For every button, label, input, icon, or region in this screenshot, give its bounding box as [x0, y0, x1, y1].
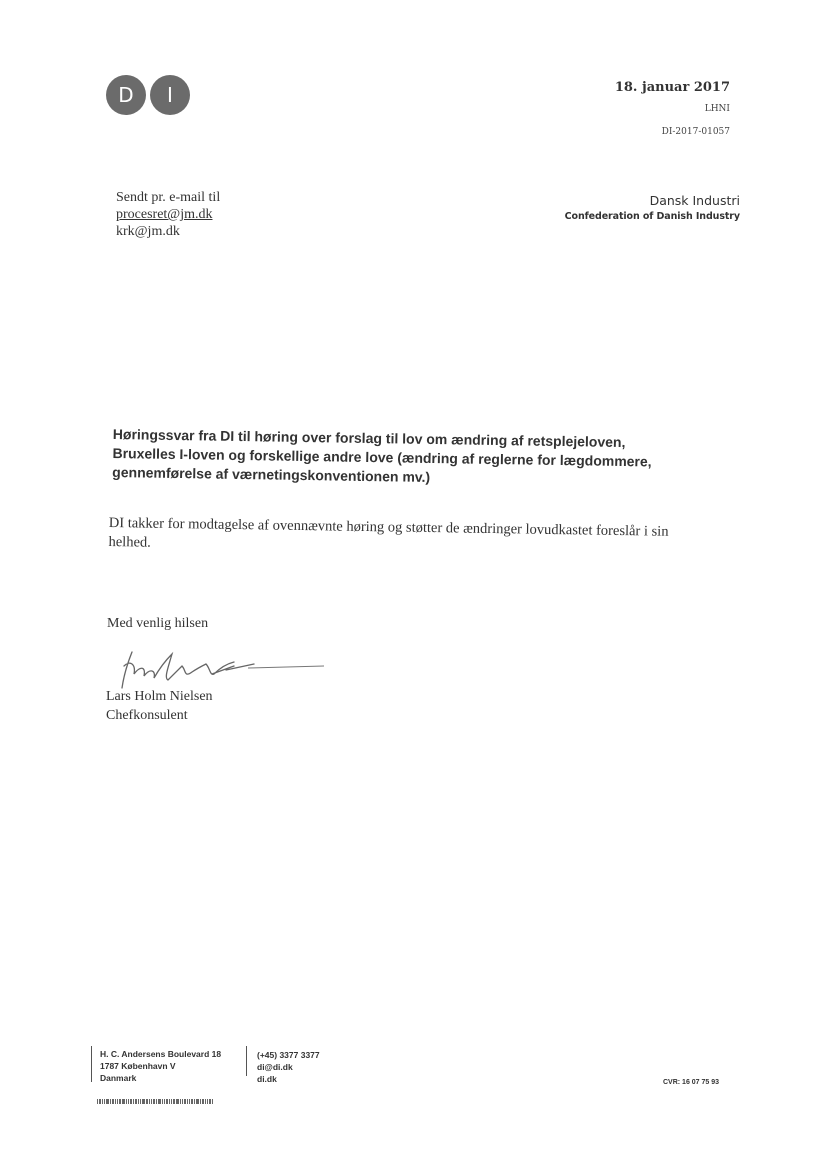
- barcode-bar: [112, 1099, 114, 1104]
- barcode-bar: [99, 1099, 101, 1104]
- barcode-bar: [176, 1099, 179, 1104]
- signer-name: Lars Holm Nielsen: [106, 689, 213, 704]
- footer-address-street: H. C. Andersens Boulevard 18: [100, 1049, 222, 1059]
- footer-email: di@di.dk: [257, 1062, 293, 1072]
- recipient-intro: Sendt pr. e-mail til: [116, 190, 221, 205]
- barcode-bar: [133, 1099, 134, 1104]
- footer-address: [100, 1048, 221, 1084]
- barcode-bar: [202, 1099, 204, 1104]
- footer-address-country: Danmark: [100, 1073, 137, 1083]
- signer-block: [106, 687, 213, 725]
- recipient-email-link[interactable]: procesret@jm.dk: [116, 207, 213, 222]
- recipient-email-secondary: krk@jm.dk: [116, 224, 180, 239]
- closing-greeting: Med venlig hilsen: [107, 616, 209, 631]
- barcode-bar: [182, 1099, 183, 1104]
- barcode-bar: [140, 1099, 141, 1104]
- barcode-bar: [166, 1099, 168, 1104]
- barcode-bar: [153, 1099, 155, 1104]
- barcode-bar: [130, 1099, 132, 1104]
- reference-number: DI-2017-01057: [661, 127, 730, 137]
- barcode-bar: [149, 1099, 150, 1104]
- barcode-bar: [162, 1099, 163, 1104]
- signer-title: Chefkonsulent: [106, 708, 188, 723]
- barcode-bar: [142, 1099, 145, 1104]
- logo-letter-i: I: [150, 75, 190, 115]
- organization-block: [565, 193, 740, 222]
- footer-divider: [246, 1046, 247, 1076]
- footer-website: di.dk: [257, 1074, 277, 1084]
- barcode-bar: [212, 1099, 213, 1104]
- barcode-bar: [104, 1099, 105, 1104]
- barcode-bar: [138, 1099, 139, 1104]
- barcode-bar: [115, 1099, 116, 1104]
- letter-body: DI takker for modtagelse af ovennævnte høring og støtter de ændringer lovudkastet foreslår i sin helhed.: [108, 514, 669, 551]
- barcode-bar: [207, 1099, 208, 1104]
- barcode-bar: [200, 1099, 201, 1104]
- cvr-number: CVR: 16 07 75 93: [663, 1079, 720, 1086]
- organization-name: Dansk Industri: [649, 193, 740, 208]
- barcode-bar: [184, 1099, 186, 1104]
- recipient-block: [116, 189, 220, 240]
- barcode-bar: [187, 1099, 188, 1104]
- footer-divider: [91, 1046, 92, 1082]
- letter-date: 18. januar 2017: [614, 80, 730, 95]
- barcode-bar: [119, 1099, 121, 1104]
- logo-letter-d: D: [106, 75, 146, 115]
- barcode-bar: [205, 1099, 206, 1104]
- barcode-bar: [128, 1099, 129, 1104]
- letter-meta: [615, 80, 730, 137]
- barcode-bar: [106, 1099, 109, 1104]
- organization-subtitle: Confederation of Danish Industry: [564, 211, 740, 222]
- barcode-bar: [169, 1099, 170, 1104]
- barcode-bar: [164, 1099, 165, 1104]
- barcode-bar: [194, 1099, 195, 1104]
- barcode-bar: [171, 1099, 172, 1104]
- barcode-bar: [196, 1099, 199, 1104]
- barcode-bar: [189, 1099, 190, 1104]
- barcode-bar: [110, 1099, 111, 1104]
- di-logo: [106, 75, 190, 115]
- barcode-bar: [146, 1099, 148, 1104]
- barcode: [97, 1099, 213, 1104]
- barcode-bar: [156, 1099, 157, 1104]
- footer-phone: (+45) 3377 3377: [257, 1050, 320, 1060]
- footer-address-city: 1787 København V: [100, 1061, 176, 1071]
- footer-contact: [257, 1049, 320, 1085]
- barcode-bar: [102, 1099, 103, 1104]
- barcode-bar: [173, 1099, 175, 1104]
- barcode-bar: [191, 1099, 193, 1104]
- barcode-bar: [122, 1099, 125, 1104]
- barcode-bar: [135, 1099, 137, 1104]
- barcode-bar: [151, 1099, 152, 1104]
- barcode-bar: [209, 1099, 211, 1104]
- barcode-bar: [117, 1099, 118, 1104]
- author-initials: LHNI: [704, 104, 730, 114]
- barcode-bar: [180, 1099, 181, 1104]
- barcode-bar: [158, 1099, 161, 1104]
- barcode-bar: [97, 1099, 98, 1104]
- barcode-bar: [126, 1099, 127, 1104]
- letter-subject: Høringssvar fra DI til høring over forslag til lov om ændring af retsplejeloven, Bruxelles I-loven og forskellige andre love (ændring af reglerne for lægdommere, gennemførelse af værnetingskonventionen mv.): [112, 425, 652, 485]
